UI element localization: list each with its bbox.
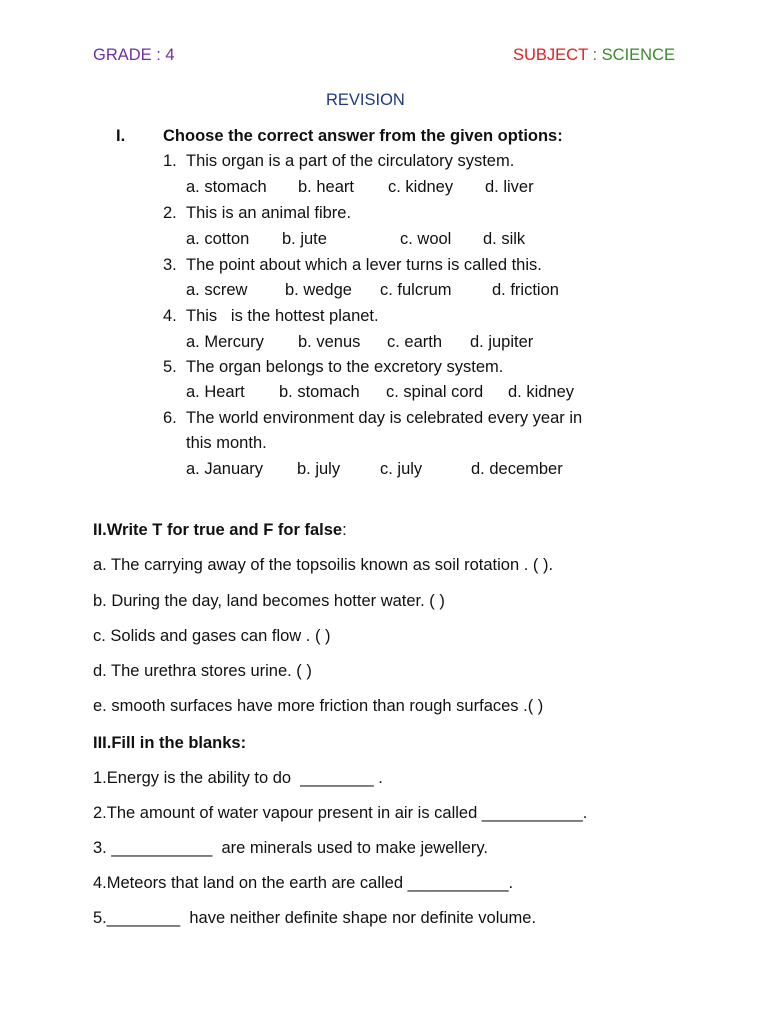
option-a: a. cotton: [186, 230, 250, 248]
option-c: c. july: [380, 460, 423, 478]
section3-heading: III.Fill in the blanks:: [93, 734, 247, 752]
option-b: b. stomach: [279, 383, 360, 401]
question-number: 3.: [163, 256, 177, 274]
true-false-item: b. During the day, land becomes hotter water. ( ): [93, 592, 445, 610]
fill-blank-item: 4.Meteors that land on the earth are called ___________.: [93, 874, 514, 892]
true-false-item: c. Solids and gases can flow . ( ): [93, 627, 331, 645]
section2-heading-colon: :: [342, 521, 347, 539]
option-c: c. spinal cord: [386, 383, 484, 401]
option-c: c. wool: [400, 230, 452, 248]
option-d: d. friction: [492, 281, 559, 299]
subject-separator: :: [587, 46, 602, 64]
question-text: The organ belongs to the excretory system.: [186, 358, 504, 376]
fill-blank-item: 1.Energy is the ability to do ________ .: [93, 769, 383, 787]
option-d: d. liver: [485, 178, 534, 196]
option-d: d. jupiter: [470, 333, 534, 351]
section1-numeral: I.: [116, 127, 126, 145]
option-b: b. july: [297, 460, 341, 478]
question-number: 6.: [163, 409, 177, 427]
option-b: b. venus: [298, 333, 361, 351]
question-number: 2.: [163, 204, 177, 222]
section2-heading-text: II.Write T for true and F for false: [93, 521, 343, 539]
grade-label: GRADE : 4: [93, 46, 175, 64]
option-d: d. december: [471, 460, 563, 478]
option-d: d. silk: [483, 230, 526, 248]
question-number: 1.: [163, 152, 177, 170]
fill-blank-item: 3. ___________ are minerals used to make jewellery.: [93, 839, 489, 857]
option-a: a. Mercury: [186, 333, 264, 351]
question-text: This is an animal fibre.: [186, 204, 352, 222]
subject-value: SCIENCE: [601, 46, 676, 64]
question-text: The point about which a lever turns is called this.: [186, 256, 542, 274]
page-title: REVISION: [326, 91, 405, 109]
option-a: a. Heart: [186, 383, 245, 401]
true-false-item: a. The carrying away of the topsoilis known as soil rotation . ( ).: [93, 556, 554, 574]
option-b: b. wedge: [285, 281, 352, 299]
option-a: a. stomach: [186, 178, 267, 196]
question-number: 4.: [163, 307, 177, 325]
option-a: a. screw: [186, 281, 248, 299]
question-text: This is the hottest planet.: [186, 307, 379, 325]
option-c: c. fulcrum: [380, 281, 452, 299]
true-false-item: e. smooth surfaces have more friction than rough surfaces .( ): [93, 697, 544, 715]
subject-label: [513, 45, 675, 65]
section2-heading: [93, 520, 347, 540]
option-b: b. heart: [298, 178, 354, 196]
option-c: c. kidney: [388, 178, 454, 196]
question-text-continued: this month.: [186, 434, 267, 452]
fill-blank-item: 2.The amount of water vapour present in air is called ___________.: [93, 804, 588, 822]
section1-heading: Choose the correct answer from the given options:: [163, 127, 563, 145]
question-number: 5.: [163, 358, 177, 376]
true-false-item: d. The urethra stores urine. ( ): [93, 662, 312, 680]
option-a: a. January: [186, 460, 264, 478]
fill-blank-item: 5.________ have neither definite shape nor definite volume.: [93, 909, 537, 927]
subject-key: SUBJECT: [513, 46, 588, 64]
question-text: The world environment day is celebrated every year in: [186, 409, 583, 427]
option-b: b. jute: [282, 230, 327, 248]
option-d: d. kidney: [508, 383, 575, 401]
question-text: This organ is a part of the circulatory system.: [186, 152, 515, 170]
option-c: c. earth: [387, 333, 443, 351]
